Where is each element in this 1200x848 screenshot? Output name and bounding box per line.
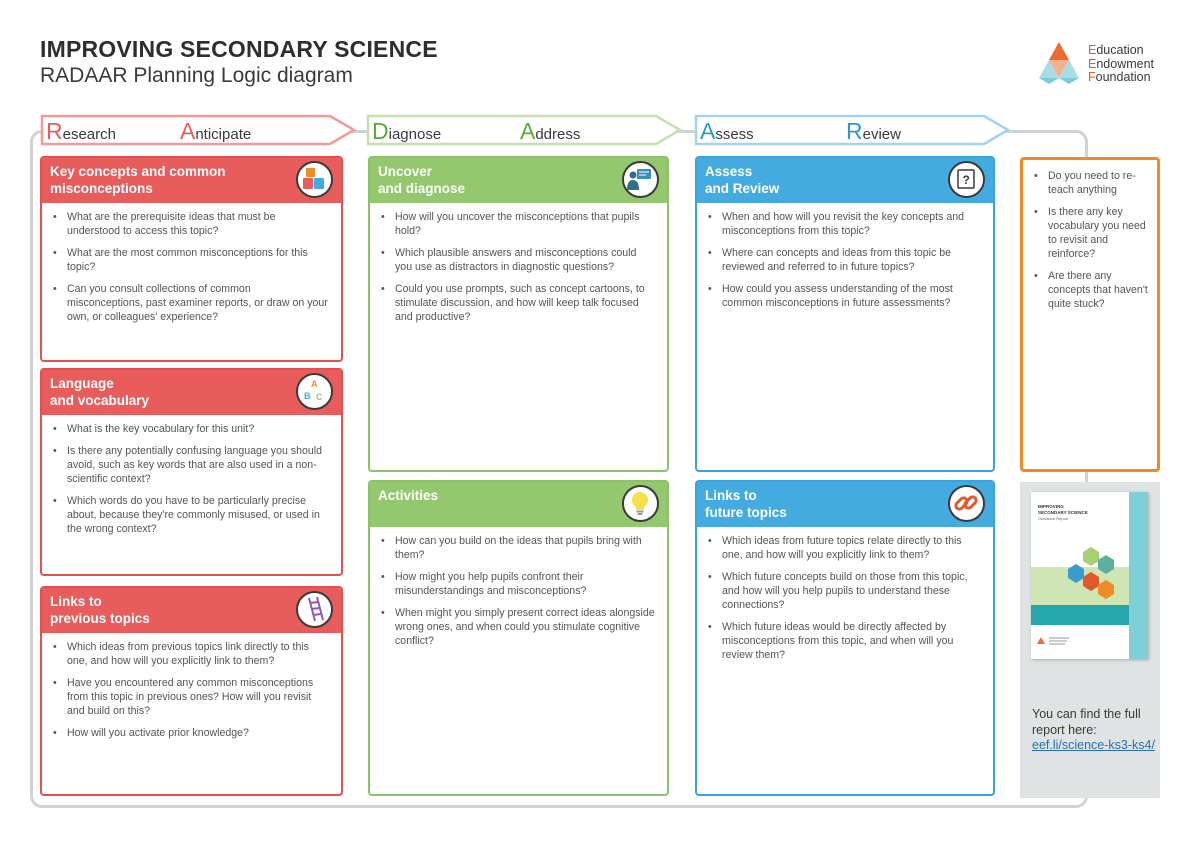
list-item: • Is there any key vocabulary you need to revisit and reinforce?: [1048, 205, 1149, 261]
list-item: • What are the prerequisite ideas that must be understood to access this topic?: [67, 210, 329, 238]
logo-word: ndowment: [1096, 56, 1155, 71]
banner-rest: iagnose: [388, 126, 442, 143]
banner-diagnose-address: [366, 114, 684, 146]
list-item: • How might you help pupils confront their misunderstandings and misconceptions?: [395, 570, 655, 598]
bullet-list: [67, 640, 329, 748]
banner-rest: ssess: [715, 126, 754, 143]
list-item: • Which words do you have to be particularly precise about, because they're commonly misused, or used in the wrong context?: [67, 494, 329, 536]
cover-title-line: IMPROVING: [1038, 504, 1064, 509]
box-title: previous topics: [50, 611, 150, 626]
banner-research-anticipate: [40, 114, 358, 146]
bullet-list: [67, 210, 329, 332]
ladder-icon: [296, 591, 333, 628]
box-title: Links to: [705, 488, 757, 503]
list-item: • Which future concepts build on those from this topic, and how will you help pupils to understand these connections?: [722, 570, 981, 612]
box-links-future: [695, 480, 995, 796]
box-uncover-diagnose: [368, 156, 669, 472]
logo-initial: F: [1088, 70, 1096, 84]
banner-rest: esearch: [62, 126, 116, 143]
question-card-icon: [948, 161, 985, 198]
banner-rest: ddress: [535, 126, 581, 143]
list-item: • Have you encountered any common misconceptions from this topic in previous ones? How will you revisit and build on this?: [67, 676, 329, 718]
logo-initial: E: [1088, 56, 1097, 71]
report-link[interactable]: eef.li/science-ks3-ks4/: [1032, 738, 1155, 752]
list-item: • How will you uncover the misconceptions that pupils hold?: [395, 210, 655, 238]
banner-label-anticipate: [180, 118, 251, 145]
box-title: and Review: [705, 181, 780, 196]
box-assess-review: [695, 156, 995, 472]
banner-label-research: [46, 118, 116, 145]
blocks-icon: [296, 161, 333, 198]
list-item: • Which future ideas would be directly affected by misconceptions from this topic, and when will you review them?: [722, 620, 981, 662]
list-item: • Where can concepts and ideas from this topic be reviewed and referred to in future topics?: [722, 246, 981, 274]
box-title: Assess: [705, 164, 753, 179]
chain-link-icon: [948, 485, 985, 522]
page-subtitle: RADAAR Planning Logic diagram: [40, 64, 353, 87]
svg-text:?: ?: [962, 173, 970, 187]
box-title: Language: [50, 376, 114, 391]
list-item: • What is the key vocabulary for this unit?: [67, 422, 329, 436]
banner-label-review: [846, 118, 901, 145]
box-title: and diagnose: [378, 181, 466, 196]
banner-cap: A: [520, 118, 536, 144]
list-item: • Can you consult collections of common misconceptions, past examiner reports, or draw on your own, or colleagues' experience?: [67, 282, 329, 324]
banner-rest: eview: [862, 126, 901, 143]
eef-logo-text: [1088, 44, 1154, 85]
box-title: and vocabulary: [50, 393, 150, 408]
list-item: • Do you need to re-teach anything: [1048, 169, 1149, 197]
banner-cap: A: [180, 118, 196, 144]
banner-cap: R: [46, 118, 63, 144]
report-note: [1032, 707, 1157, 754]
list-item: • What are the most common misconceptions for this topic?: [67, 246, 329, 274]
banner-cap: D: [372, 118, 389, 144]
logo-word: oundation: [1095, 70, 1151, 84]
list-item: • When and how will you revisit the key concepts and misconceptions from this topic?: [722, 210, 981, 238]
bullet-list: [722, 210, 981, 318]
abc-letter: C: [316, 392, 323, 402]
box-language-vocabulary: [40, 368, 343, 576]
cover-title-line: SECONDARY SCIENCE: [1038, 509, 1088, 515]
list-item: • Could you use prompts, such as concept cartoons, to stimulate discussion, and how will keep talk focused and productive?: [395, 282, 655, 324]
abc-icon: [296, 373, 333, 410]
report-cover-title: [1038, 504, 1088, 515]
report-panel: [1020, 482, 1160, 798]
abc-letter: A: [311, 379, 318, 389]
logo-word: ducation: [1096, 43, 1144, 57]
box-title: Uncover: [378, 164, 433, 179]
list-item: • How will you activate prior knowledge?: [67, 726, 329, 740]
report-cover-subtitle: Guidance Report: [1038, 516, 1069, 521]
logo-initial: E: [1088, 43, 1097, 57]
bullet-list: [395, 210, 655, 332]
eef-logo: [1036, 40, 1166, 86]
box-reteach: [1020, 157, 1160, 472]
teacher-board-icon: [622, 161, 659, 198]
report-cover-image: [1031, 492, 1148, 659]
eef-triangle-logo-icon: [1036, 40, 1082, 86]
banner-rest: nticipate: [195, 126, 252, 143]
lightbulb-icon: [622, 485, 659, 522]
banner-label-diagnose: [372, 118, 441, 145]
box-title: future topics: [705, 505, 787, 520]
list-item: • How can you build on the ideas that pupils bring with them?: [395, 534, 655, 562]
banner-label-address: [520, 118, 580, 145]
bullet-list: [722, 534, 981, 670]
box-title: Key concepts and common: [50, 164, 226, 179]
list-item: • Are there any concepts that haven't quite stuck?: [1048, 269, 1149, 311]
list-item: • Is there any potentially confusing language you should avoid, such as key words that are also used in a non-scientific context?: [67, 444, 329, 486]
box-key-concepts: [40, 156, 343, 362]
list-item: • Which ideas from future topics relate directly to this one, and how will you explicitly link to them?: [722, 534, 981, 562]
banner-cap: R: [846, 118, 863, 144]
list-item: • How could you assess understanding of the most common misconceptions in future assessments?: [722, 282, 981, 310]
box-links-previous: [40, 586, 343, 796]
bullet-list: [67, 422, 329, 544]
box-activities: [368, 480, 669, 796]
list-item: • When might you simply present correct ideas alongside wrong ones, and when could you stimulate cognitive conflict?: [395, 606, 655, 648]
page-title: IMPROVING SECONDARY SCIENCE: [40, 36, 438, 62]
list-item: • Which ideas from previous topics link directly to this one, and how will you explicitly link to them?: [67, 640, 329, 668]
bullet-list: [395, 534, 655, 656]
bullet-list: [1048, 169, 1149, 319]
banner-cap: A: [700, 118, 716, 144]
banner-assess-review: [694, 114, 1012, 146]
report-note-text: You can find the full report here:: [1032, 707, 1141, 737]
box-title: Activities: [378, 488, 439, 503]
abc-letter: B: [304, 391, 311, 401]
banner-label-assess: [700, 118, 754, 145]
box-title: misconceptions: [50, 181, 153, 196]
list-item: • Which plausible answers and misconceptions could you use as distractors in diagnostic questions?: [395, 246, 655, 274]
box-title: Links to: [50, 594, 102, 609]
